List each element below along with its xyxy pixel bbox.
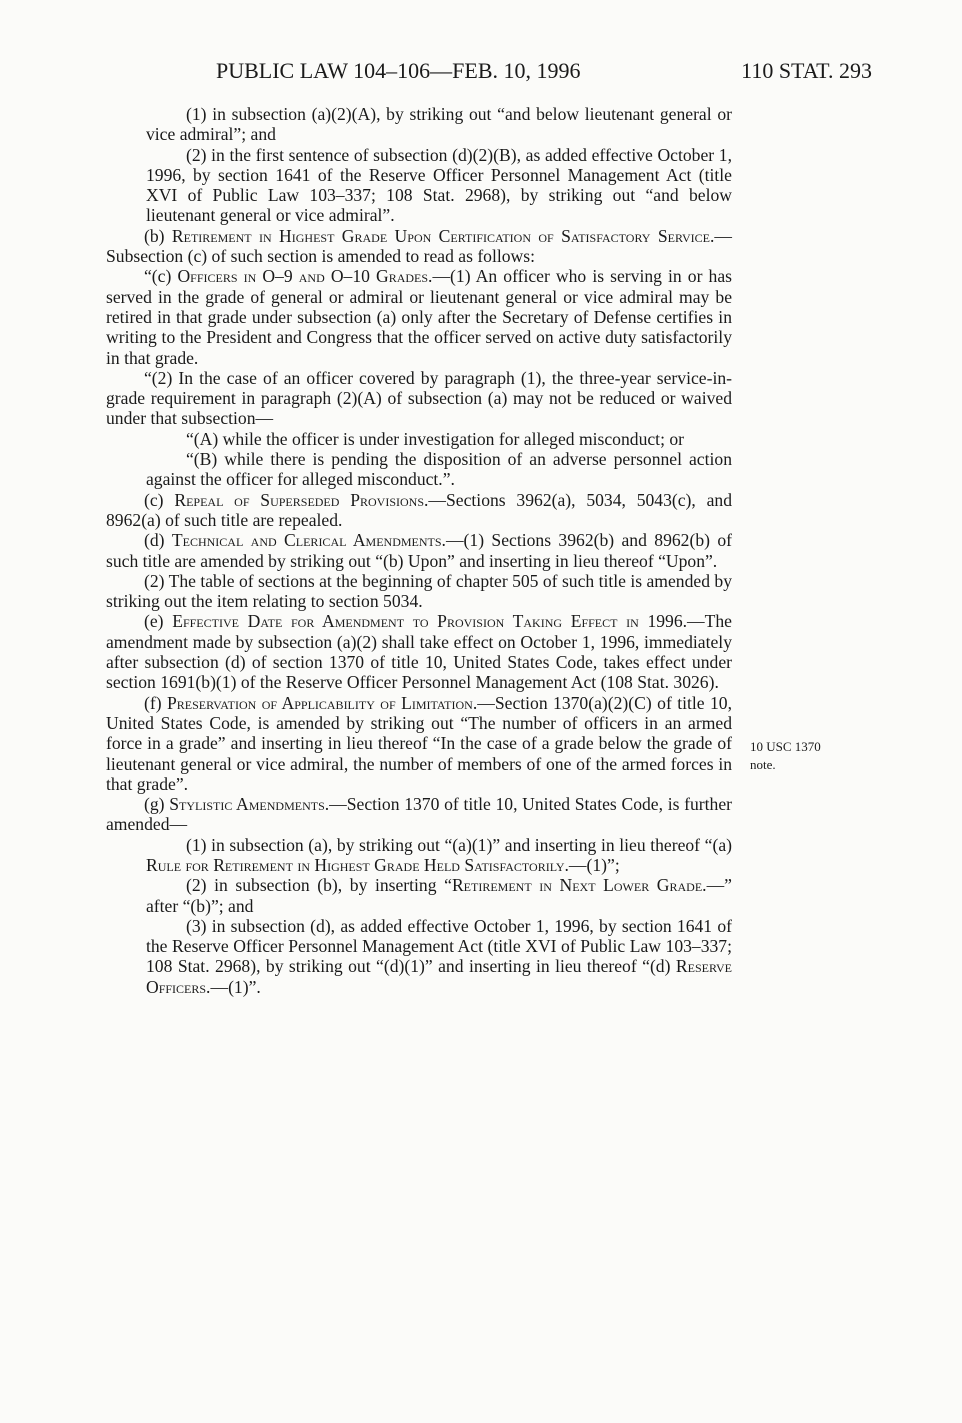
subsection-b: [106, 226, 732, 267]
subsection-b-label: (b): [144, 225, 172, 246]
paragraph-g1-text: (1) in subsection (a), by striking out “(a)(1)” and inserting in lieu thereof “(a): [186, 834, 732, 855]
quoted-c-label: “(c): [144, 266, 178, 287]
subsection-d-label: (d): [144, 530, 172, 551]
subsection-d-heading: Technical and Clerical Amendments.: [171, 530, 446, 551]
subparagraph-block-g: [106, 835, 732, 997]
quoted-subparagraph-block: [106, 429, 732, 490]
subsection-c-label: (c): [144, 489, 175, 510]
subsection-f-label: (f): [144, 692, 168, 713]
subsection-e-heading: Effective Date for Amendment to Provision Taking Effect in 1996.: [172, 611, 688, 632]
running-header: [108, 56, 872, 86]
paragraph-g2-heading: Retirement in Next Lower Grade.: [451, 875, 707, 896]
subsection-d-paragraph-2: (2) The table of sections at the beginning of chapter 505 of such title is amended by striking out the item relating to section 5034.: [106, 570, 732, 612]
quoted-subparagraph-A: “(A) while the officer is under investigation for alleged misconduct; or: [186, 428, 685, 449]
subsection-g-text: —Section 1370 of title 10, United States Code, is further amended—: [106, 794, 732, 835]
paragraph-g3-end: —(1)”.: [210, 976, 261, 997]
paragraph-g1-heading: Rule for Retirement in Highest Grade Held Satisfactorily.: [146, 854, 569, 875]
paragraph-g2-text: (2) in subsection (b), by inserting “: [186, 875, 452, 896]
margin-note-citation: 10 USC 1370: [750, 739, 821, 754]
subsection-e-label: (e): [144, 611, 173, 632]
paragraph-g2: [146, 875, 732, 916]
quoted-c-text: —(1) An officer who is serving in or has served in the grade of general or admiral or lieutenant general or vice admiral may be retired in that grade under subsection (a) only after the Secretary of Defense certifies in writing to the President and Congress that the officer served on active duty satisfactorily in that grade.: [106, 266, 732, 368]
subsection-c: [106, 490, 732, 531]
subsection-f: [106, 693, 732, 794]
quoted-subsection-c: [106, 266, 732, 367]
subsection-f-text: —Section 1370(a)(2)(C) of title 10, United States Code, is amended by striking out “The number of officers in an armed force in a grade” and inserting in lieu thereof “In the case of a grade below the grade of lieutenant general or vice admiral, the number of members of one of the armed forces in that grade”.: [106, 692, 733, 794]
subsection-g-heading: Stylistic Amendments.: [169, 794, 330, 815]
paragraph-g2-end: —” after “(b)”; and: [146, 875, 732, 916]
paragraph-a1: (1) in subsection (a)(2)(A), by striking out “and below lieutenant general or vice admiral”; and: [146, 104, 732, 145]
paragraph-g3-heading: Reserve Officers.: [146, 956, 732, 997]
quoted-subparagraph-B: “(B) while there is pending the disposition of an adverse personnel action against the officer for alleged misconduct.”.: [146, 449, 732, 490]
subsection-e-text: —The amendment made by subsection (a)(2) shall take effect on October 1, 1996, immediately after subsection (d) of section 1370 of title 10, United States Code, takes effect under section 1691(b)(1) of the Reserve Officer Personnel Management Act (108 Stat. 3026).: [106, 611, 732, 693]
subsection-g: [106, 794, 732, 835]
paragraph-g3: [146, 916, 732, 997]
subsection-c-text: —Sections 3962(a), 5034, 5043(c), and 8962(a) of such title are repealed.: [106, 489, 732, 530]
subsection-b-text: —Subsection (c) of such section is amended to read as follows:: [106, 225, 732, 267]
document-body: [106, 104, 732, 997]
header-title: PUBLIC LAW 104–106—FEB. 10, 1996: [216, 58, 581, 83]
paragraph-g1-end: —(1)”;: [568, 854, 620, 875]
subsection-e: [106, 611, 732, 692]
quoted-paragraph-2: “(2) In the case of an officer covered by paragraph (1), the three-year service-in-grade requirement in paragraph (2)(A) of subsection (a) may not be reduced or waived under that subsection—: [106, 367, 732, 429]
subsection-d: [106, 530, 732, 571]
subsection-b-heading: Retirement in Highest Grade Upon Certification of Satisfactory Service.: [171, 225, 715, 246]
margin-note-label: note.: [750, 757, 776, 772]
paragraph-g1: [146, 835, 732, 876]
subsection-f-heading: Preservation of Applicability of Limitation.: [167, 692, 478, 713]
subsection-g-label: (g): [144, 794, 170, 815]
paragraph-g3-text: (3) in subsection (d), as added effective October 1, 1996, by section 1641 of the Reserve Officer Personnel Management Act (title XVI of Public Law 103–337; 108 Stat. 2968), by striking out “(d)(1)” and inserting in lieu thereof “(d): [146, 915, 732, 977]
quoted-c-heading: Officers in O–9 and O–10 Grades.: [177, 266, 433, 287]
subparagraph-block-a: [106, 104, 732, 226]
page-citation: 110 STAT. 293: [741, 58, 872, 83]
margin-note: [750, 738, 860, 774]
subsection-d-text: —(1) Sections 3962(b) and 8962(b) of such title are amended by striking out “(b) Upon” and inserting in lieu thereof “Upon”.: [106, 530, 732, 571]
subsection-c-heading: Repeal of Superseded Provisions.: [174, 489, 429, 510]
paragraph-a2: (2) in the first sentence of subsection (d)(2)(B), as added effective October 1, 1996, by section 1641 of the Reserve Officer Personnel Management Act (title XVI of Public Law 103–337; 108 Stat. 2968), by striking out “and below lieutenant general or vice admiral”.: [146, 144, 732, 226]
